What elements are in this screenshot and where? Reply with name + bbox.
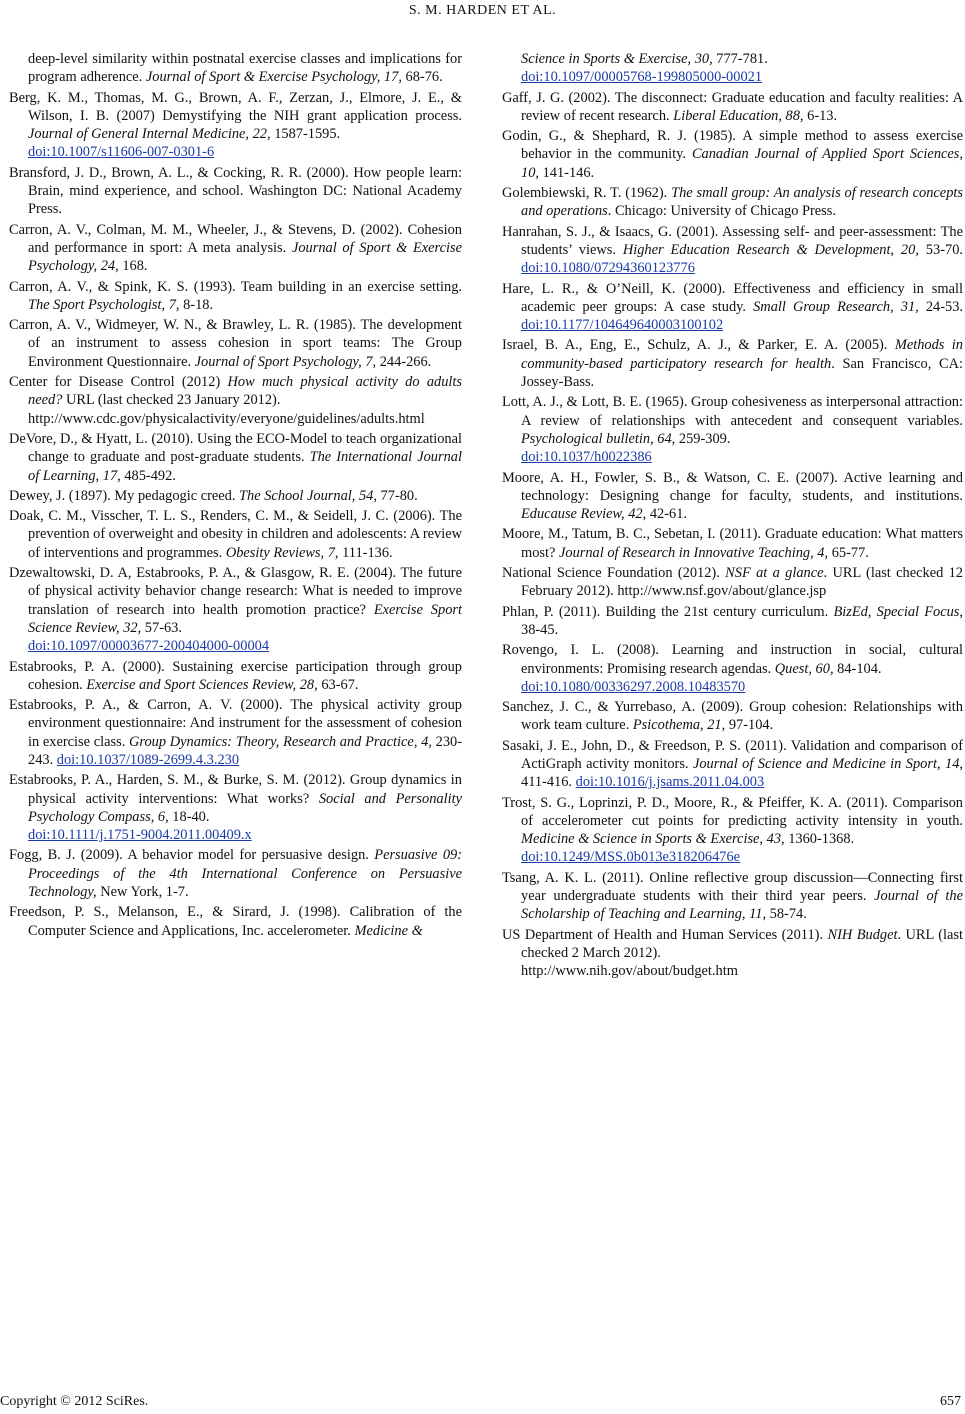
reference-text: Carron, A. V., Widmeyer, W. N., & Brawley, L. R. (1985). The development of an instrument to assess cohesion in sport teams: The Group Environment Questionnaire. <box>9 317 462 370</box>
reference-entry <box>9 507 462 562</box>
reference-text: Berg, K. M., Thomas, M. G., Brown, A. F., Zerzan, J., Elmore, J. E., & Wilson, I. B. (2007) Demystifying the NIH grant application process. <box>9 89 462 124</box>
reference-pages: 77-80. <box>376 487 418 504</box>
reference-source: Journal of Research in Innovative Teaching, 4, <box>558 544 829 561</box>
reference-source: The International Journal of Learning, 17, <box>28 449 462 484</box>
reference-source: BizEd, Special Focus, <box>833 603 963 620</box>
reference-entry <box>9 89 462 162</box>
reference-entry <box>502 223 963 278</box>
reference-source: The small group: An analysis of research concepts and operations <box>521 185 963 220</box>
reference-text: Moore, M., Tatum, B. C., Sebetan, I. (2011). Graduate education: What matters most? <box>502 526 963 561</box>
reference-text: Sanchez, J. C., & Yurrebaso, A. (2009). Group cohesion: Relationships with work team culture. <box>502 699 963 734</box>
reference-source: The Sport Psychologist, 7, <box>28 296 180 313</box>
reference-entry <box>502 336 963 391</box>
reference-entry <box>502 393 963 466</box>
doi-link[interactable]: doi:10.1177/104649640003100102 <box>521 317 724 334</box>
reference-text: US Department of Health and Human Services (2011). <box>502 926 828 943</box>
reference-source: Persuasive 09: Proceedings of the 4th International Conference on Persuasive Technology, <box>28 847 462 901</box>
doi-link[interactable]: doi:10.1007/s11606-007-0301-6 <box>28 144 215 161</box>
reference-pages: URL (last checked 23 January 2012). <box>62 392 281 409</box>
copyright-notice: Copyright © 2012 SciRes. <box>0 1394 149 1409</box>
reference-pages: 65-77. <box>828 544 869 561</box>
reference-entry <box>502 184 963 221</box>
reference-source: Exercise and Sport Sciences Review, 28, <box>86 676 318 693</box>
reference-entry <box>502 698 963 735</box>
reference-source: Canadian Journal of Applied Sport Sciences, 10, <box>521 146 963 181</box>
reference-url[interactable]: http://www.nih.gov/about/budget.htm <box>521 963 738 980</box>
reference-pages: 1587-1595. <box>270 126 341 143</box>
references-right-column <box>502 50 963 983</box>
reference-text: Hanrahan, S. J., & Isaacs, G. (2001). Assessing self- and peer-assessment: The students’ views. <box>502 223 963 258</box>
doi-link[interactable]: doi:10.1111/j.1751-9004.2011.00409.x <box>28 827 252 844</box>
reference-text: Fogg, B. J. (2009). A behavior model for persuasive design. <box>9 847 375 864</box>
reference-pages: . URL (last checked 2 March 2012). <box>521 926 963 961</box>
reference-entry <box>9 164 462 219</box>
reference-entry <box>502 469 963 524</box>
reference-source: Psychological bulletin, 64, <box>521 430 676 447</box>
reference-pages: 24-53. <box>918 298 963 315</box>
reference-text: Bransford, J. D., Brown, A. L., & Cocking, R. R. (2000). How people learn: Brain, mind experience, and school. Washington DC: National Academy Press. <box>9 164 462 218</box>
reference-entry <box>502 737 963 792</box>
doi-link[interactable]: doi:10.1037/h0022386 <box>521 449 652 466</box>
doi-link[interactable]: doi:10.1016/j.jsams.2011.04.003 <box>575 774 765 791</box>
doi-link[interactable]: doi:10.1097/00005768-199805000-00021 <box>521 69 763 86</box>
reference-source: Psicothema, 21, <box>632 717 726 734</box>
reference-entry <box>502 280 963 335</box>
reference-source: Small Group Research, 31, <box>753 298 919 315</box>
reference-source: Social and Personality Psychology Compass, 6, <box>28 790 462 825</box>
reference-text: Sasaki, J. E., John, D., & Freedson, P. S. (2011). Validation and comparison of ActiGraph activity monitors. <box>502 737 963 772</box>
reference-entry <box>502 926 963 981</box>
reference-text: Phlan, P. (2011). Building the 21st century curriculum. <box>502 603 834 620</box>
reference-text: deep-level similarity within postnatal exercise classes and implications for program adherence. <box>28 51 462 86</box>
reference-entry <box>9 771 462 844</box>
reference-text: Doak, C. M., Visscher, T. L. S., Renders, C. M., & Seidell, J. C. (2006). The prevention of overweight and obesity in children and adolescents: A review of interventions and programmes. <box>9 508 462 561</box>
reference-source: Methods in community-based participatory research for health <box>521 337 963 372</box>
reference-text: DeVore, D., & Hyatt, L. (2010). Using the ECO-Model to teach organizational change to graduate and post-graduate students. <box>9 430 462 466</box>
reference-entry <box>502 603 963 640</box>
reference-pages: 58-74. <box>766 906 807 923</box>
reference-pages: 8-18. <box>179 296 214 313</box>
reference-entry <box>9 430 462 485</box>
reference-entry <box>502 641 963 696</box>
reference-entry <box>9 50 462 87</box>
reference-pages: 777-781. <box>712 51 768 67</box>
reference-pages: 230-243. <box>28 733 463 768</box>
reference-source: Journal of Science and Medicine in Sport, 14, <box>692 755 963 772</box>
reference-text: Trost, S. G., Loprinzi, P. D., Moore, R., & Pfeiffer, K. A. (2011). Comparison of accelerometer cut points for predicting activity intensity in youth. <box>502 794 963 829</box>
reference-text: Estabrooks, P. A., & Carron, A. V. (2000). The physical activity group environment questionnaire: And instrument for the assessment of cohesion in exercise class. <box>9 697 462 750</box>
reference-pages: 53-70. <box>918 241 963 258</box>
doi-link[interactable]: doi:10.1097/00003677-200404000-00004 <box>28 638 270 655</box>
reference-entry <box>9 564 462 655</box>
reference-pages: 6-13. <box>803 107 838 124</box>
reference-text: Golembiewski, R. T. (1962). <box>502 185 672 202</box>
reference-pages: 38-45. <box>521 621 559 638</box>
reference-entry <box>9 846 462 901</box>
reference-entry <box>502 50 963 87</box>
reference-text: National Science Foundation (2012). <box>502 565 726 582</box>
reference-pages: 97-104. <box>725 717 774 734</box>
reference-entry <box>502 127 963 182</box>
reference-entry <box>9 316 462 371</box>
reference-source: Group Dynamics: Theory, Research and Practice, 4, <box>129 733 432 750</box>
reference-pages: 1360-1368. <box>784 831 855 848</box>
reference-pages: 18-40. <box>168 808 210 825</box>
reference-text: Hare, L. R., & O’Neill, K. (2000). Effectiveness and efficiency in small academic peer groups: A case study. <box>502 280 963 315</box>
reference-text: Estabrooks, P. A. (2000). Sustaining exercise participation through group cohesion. <box>9 658 462 693</box>
reference-pages: 485-492. <box>120 467 176 484</box>
reference-pages: 68-76. <box>401 69 443 86</box>
reference-text: Dzewaltowski, D. A, Estabrooks, P. A., & Glasgow, R. E. (2004). The future of physical activity behavior change research: What is needed to improve translation of research into health promotion practice? <box>9 565 462 618</box>
reference-source: Medicine & <box>354 922 423 939</box>
reference-url[interactable]: http://www.cdc.gov/physicalactivity/everyone/guidelines/adults.html <box>28 410 425 427</box>
reference-text: Tsang, A. K. L. (2011). Online reflective group discussion—Connecting first year undergraduate students with their third year peers. <box>502 869 963 905</box>
reference-text: Freedson, P. S., Melanson, E., & Sirard, J. (1998). Calibration of the Computer Science and Applications, Inc. accelerometer. <box>9 904 462 939</box>
reference-text: Carron, A. V., Colman, M. M., Wheeler, J., & Stevens, D. (2002). Cohesion and performance in sport: A meta analysis. <box>9 221 462 256</box>
reference-pages: 259-309. <box>675 430 731 447</box>
reference-pages: 84-104. <box>833 660 882 677</box>
reference-pages: 168. <box>118 258 148 275</box>
reference-entry <box>502 794 963 867</box>
reference-source: Liberal Education, 88, <box>673 107 804 124</box>
reference-entry <box>502 89 963 126</box>
doi-link[interactable]: doi:10.1249/MSS.0b013e318206476e <box>521 849 741 866</box>
reference-source: How much physical activity do adults need? <box>28 374 462 409</box>
reference-text: Gaff, J. G. (2002). The disconnect: Graduate education and faculty realities: A review of recent research. <box>502 89 963 124</box>
reference-pages: 57-63. <box>141 619 182 636</box>
reference-source: Exercise Sport Science Review, 32, <box>28 601 462 636</box>
reference-source: Journal of the Scholarship of Teaching and Learning, 11, <box>521 888 963 923</box>
page-number: 657 <box>940 1394 961 1409</box>
reference-entry <box>502 525 963 562</box>
reference-text: Dewey, J. (1897). My pedagogic creed. <box>9 487 240 504</box>
reference-text: Moore, A. H., Fowler, S. B., & Watson, C. E. (2007). Active learning and technology: Designing change for faculty, students, and institutions. <box>502 469 963 504</box>
reference-text: Carron, A. V., & Spink, K. S. (1993). Team building in an exercise setting. <box>9 278 462 295</box>
reference-source: Journal of Sport & Exercise Psychology, 17, <box>145 69 402 86</box>
reference-pages: 111-136. <box>338 544 393 561</box>
reference-text: Lott, A. J., & Lott, B. E. (1965). Group cohesiveness as interpersonal attraction: A review of relationships with antecedent and consequent variables. <box>502 394 963 429</box>
reference-source: The School Journal, 54, <box>239 487 377 504</box>
reference-source: Quest, 60, <box>774 660 834 677</box>
reference-source: Science in Sports & Exercise, 30, <box>521 51 713 67</box>
reference-text: Center for Disease Control (2012) <box>9 374 228 391</box>
reference-source: Educause Review, 42, <box>521 506 647 523</box>
reference-pages: . San Francisco, CA: Jossey-Bass. <box>521 355 963 391</box>
reference-entry <box>9 221 462 276</box>
reference-entry <box>9 487 462 505</box>
reference-source: Journal of Sport & Exercise Psychology, 24, <box>28 239 462 275</box>
reference-text: Godin, G., & Shephard, R. J. (1985). A simple method to assess exercise behavior in the community. <box>502 128 963 163</box>
reference-pages: . Chicago: University of Chicago Press. <box>607 203 836 220</box>
doi-link[interactable]: doi:10.1080/07294360123776 <box>521 260 695 277</box>
references-left-column <box>9 50 462 942</box>
reference-entry <box>502 564 963 601</box>
reference-source: Journal of Sport Psychology, 7, <box>194 353 377 370</box>
reference-entry <box>502 869 963 924</box>
reference-entry <box>9 696 462 769</box>
reference-pages: 42-61. <box>646 506 687 523</box>
reference-pages: 411-416. <box>521 774 576 791</box>
doi-link[interactable]: doi:10.1080/00336297.2008.10483570 <box>521 678 746 695</box>
reference-source: NSF at a glance <box>725 565 824 582</box>
reference-pages: New York, 1-7. <box>96 884 189 901</box>
reference-pages: 244-266. <box>376 353 432 370</box>
reference-text: Rovengo, I. L. (2008). Learning and instruction in social, cultural environments: Promising research agendas. <box>502 642 963 677</box>
reference-entry <box>9 373 462 428</box>
reference-entry <box>9 658 462 695</box>
reference-text: Estabrooks, P. A., Harden, S. M., & Burke, S. M. (2012). Group dynamics in physical activity interventions: What works? <box>9 772 462 807</box>
reference-pages: 63-67. <box>317 676 359 693</box>
running-head: S. M. HARDEN ET AL. <box>408 3 557 18</box>
reference-entry <box>9 278 462 315</box>
reference-source: Higher Education Research & Development, 20, <box>622 241 919 258</box>
doi-link[interactable]: doi:10.1037/1089-2699.4.3.230 <box>56 751 240 768</box>
reference-pages: . URL (last checked 12 February 2012). http://www.nsf.gov/about/glance.jsp <box>521 565 964 600</box>
reference-source: Journal of General Internal Medicine, 22, <box>28 126 271 143</box>
reference-source: Medicine & Science in Sports & Exercise, 43, <box>521 831 785 848</box>
reference-source: NIH Budget <box>827 926 898 943</box>
reference-entry <box>9 903 462 940</box>
reference-text: Israel, B. A., Eng, E., Schulz, A. J., & Parker, E. A. (2005). <box>502 337 895 354</box>
reference-source: Obesity Reviews, 7, <box>225 544 339 561</box>
reference-pages: 141-146. <box>539 164 595 181</box>
